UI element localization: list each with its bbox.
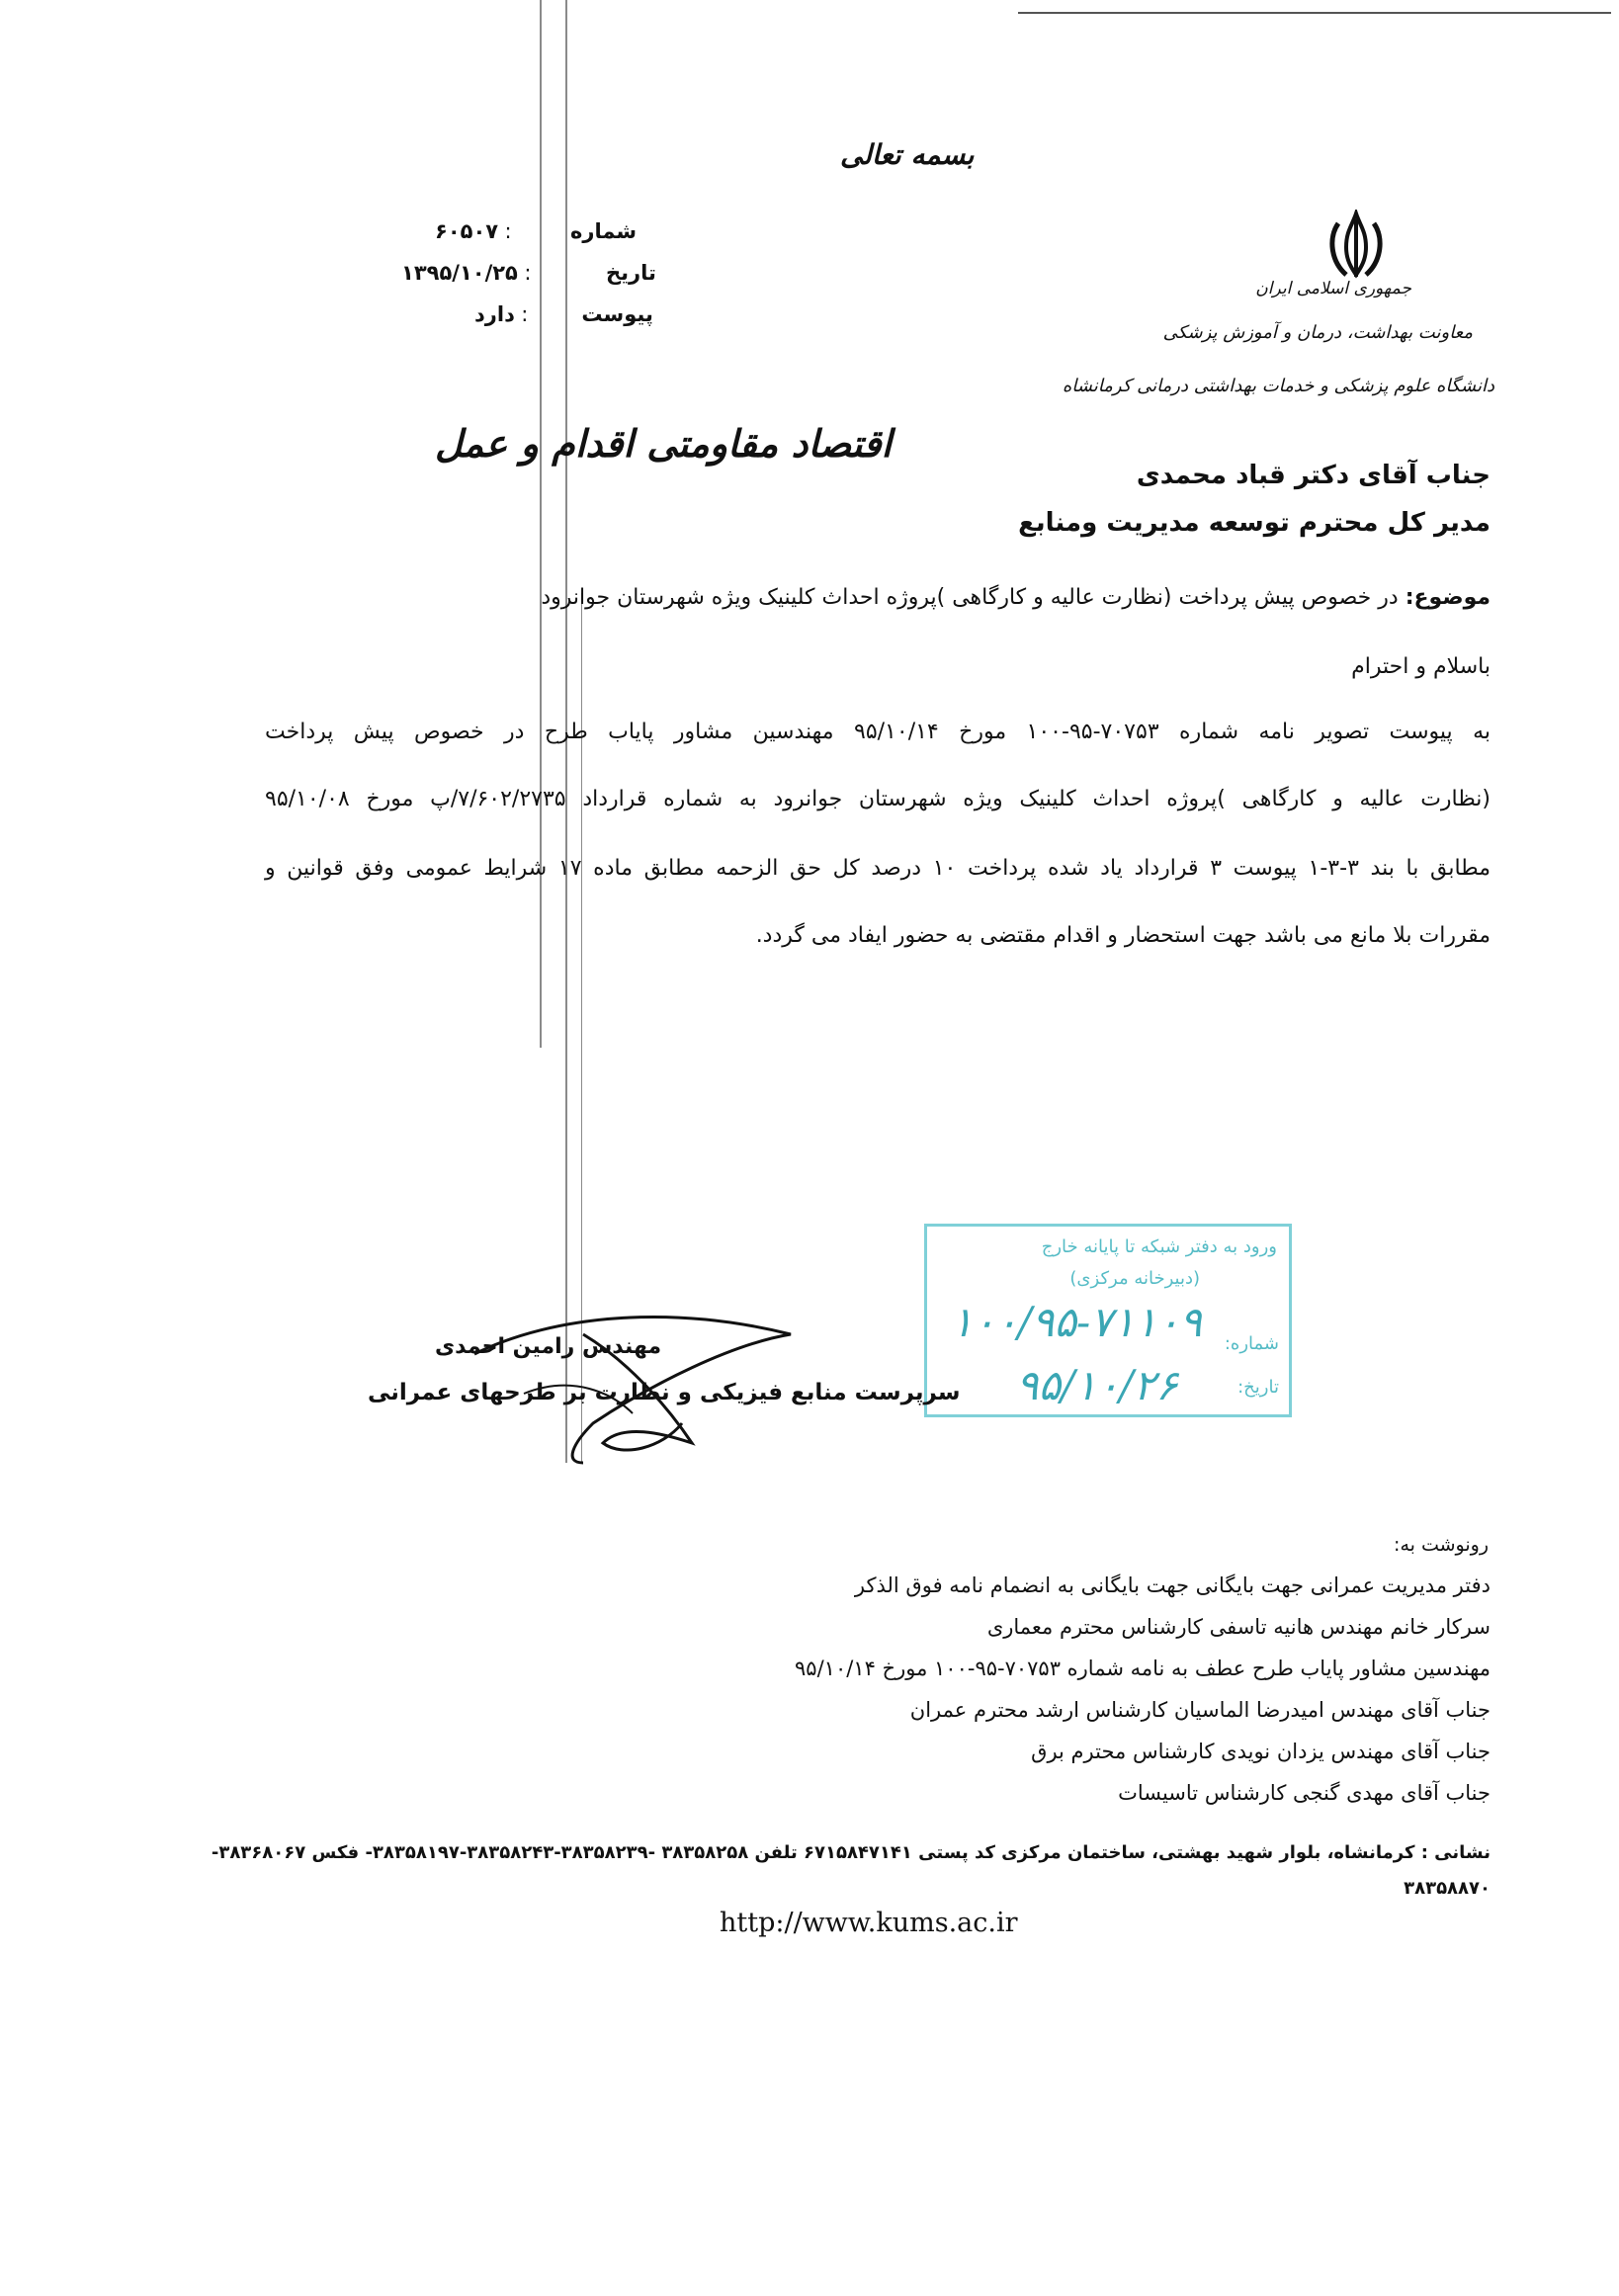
subject-line — [541, 585, 1491, 610]
body-line-4: مقررات بلا مانع می باشد جهت استحضار و اقدام مقتضی به حضور ایفاد می گردد. — [755, 923, 1491, 948]
date-label: تاریخ — [606, 261, 656, 285]
body-line-3: مطابق با بند ۳-۳-۱ پیوست ۳ قرارداد یاد شده پرداخت ۱۰ درصد کل حق الزحمه مطابق ماده ۱۷ شرایط عمومی وفق قوانین و — [265, 856, 1491, 881]
subject-label: موضوع: — [1405, 585, 1491, 610]
attachment-label: پیوست — [581, 302, 653, 326]
iran-emblem-icon — [1324, 210, 1388, 283]
recipient-title: مدیر کل محترم توسعه مدیریت ومنابع — [1018, 508, 1491, 538]
footer-address-continued: ۳۸۳۵۸۸۷۰ — [1404, 1878, 1491, 1899]
signer-title: سرپرست منابع فیزیکی و نظارت بر طرحهای عمرانی — [368, 1380, 961, 1405]
cc-line-4: جناب آقای مهندس امیدرضا الماسیان کارشناس ارشد محترم عمران — [909, 1698, 1491, 1722]
signer-name: مهندس رامین احمدی — [435, 1334, 662, 1359]
attachment-value: دارد — [474, 302, 515, 326]
greeting: باسلام و احترام — [1351, 654, 1491, 679]
handwritten-signature — [435, 1275, 810, 1473]
stamp-date-label: تاریخ: — [1237, 1377, 1279, 1398]
attachment-row: پیوست : دارد — [474, 302, 653, 326]
stamp-number: ۱۰۰/۹۵-۷۱۱۰۹ — [951, 1298, 1202, 1346]
org-line-university: دانشگاه علوم پزشکی و خدمات بهداشتی درمانی کرمانشاه — [1062, 376, 1494, 396]
scan-vertical-line-1 — [540, 0, 542, 1048]
cc-line-2: سرکار خانم مهندس هانیه تاسفی کارشناس محترم معماری — [986, 1615, 1491, 1639]
org-line-deputy: معاونت بهداشت، درمان و آموزش پزشکی — [1162, 322, 1473, 343]
cc-line-1: دفتر مدیریت عمرانی جهت بایگانی جهت بایگانی به انضمام نامه فوق الذکر — [854, 1573, 1491, 1597]
stamp-subtitle: (دبیرخانه مرکزی) — [1069, 1268, 1200, 1289]
org-line-country: جمهوری اسلامی ایران — [1255, 279, 1411, 298]
cc-label: رونوشت به: — [1394, 1534, 1489, 1556]
bismillah: بسمه تعالی — [840, 138, 975, 171]
stamp-title: ورود به دفتر شبکه تا پایانه خارج — [1041, 1236, 1277, 1257]
stamp-number-label: شماره: — [1224, 1333, 1279, 1354]
body-line-1: به پیوست تصویر نامه شماره ۷۰۷۵۳-۹۵-۱۰۰ مورخ ۹۵/۱۰/۱۴ مهندسین مشاور پایاب طرح در خصوص پیش پرداخت — [265, 720, 1491, 744]
number-label: شماره — [569, 219, 638, 243]
cc-line-6: جناب آقای مهدی گنجی کارشناس تاسیسات — [1118, 1781, 1491, 1805]
footer-address: نشانی : کرمانشاه، بلوار شهید بهشتی، ساختمان مرکزی کد پستی ۶۷۱۵۸۴۷۱۴۱ تلفن ۳۸۳۵۸۲۵۸ -۳۸۳۵۸۲۳۹-۳۸۳۵۸۲۴۳-۳۸۳۵۸۱۹۷- فکس ۳۸۳۶۸۰۶۷- — [211, 1842, 1491, 1863]
university-website-link[interactable]: http://www.kums.ac.ir — [720, 1908, 1018, 1938]
letter-date: ۱۳۹۵/۱۰/۲۵ — [401, 261, 518, 285]
letter-number: ۶۰۵۰۷ — [435, 219, 499, 243]
stamp-date: ۹۵/۱۰/۲۶ — [1016, 1361, 1178, 1409]
recipient-name: جناب آقای دکتر قباد محمدی — [1136, 461, 1491, 490]
letter-date-row: تاریخ : ۱۳۹۵/۱۰/۲۵ — [401, 261, 656, 285]
letter-number-row: شماره : ۶۰۵۰۷ — [435, 219, 638, 243]
cc-line-3: مهندسین مشاور پایاب طرح عطف به نامه شماره ۷۰۷۵۳-۹۵-۱۰۰ مورخ ۹۵/۱۰/۱۴ — [795, 1657, 1491, 1680]
registration-stamp — [924, 1224, 1292, 1417]
subject-text: در خصوص پیش پرداخت (نظارت عالیه و کارگاهی )پروژه احداث کلینیک ویژه شهرستان جوانرود — [541, 585, 1399, 610]
scan-top-line — [1018, 12, 1611, 14]
body-line-2: (نظارت عالیه و کارگاهی )پروژه احداث کلینیک ویژه شهرستان جوانرود به شماره قرارداد ۷/۶۰۲/۲۷۳۵/پ مورخ ۹۵/۱۰/۰۸ — [265, 787, 1491, 811]
slogan: اقتصاد مقاومتی اقدام و عمل — [435, 421, 893, 466]
cc-line-5: جناب آقای مهندس یزدان نویدی کارشناس محترم برق — [1031, 1740, 1491, 1763]
